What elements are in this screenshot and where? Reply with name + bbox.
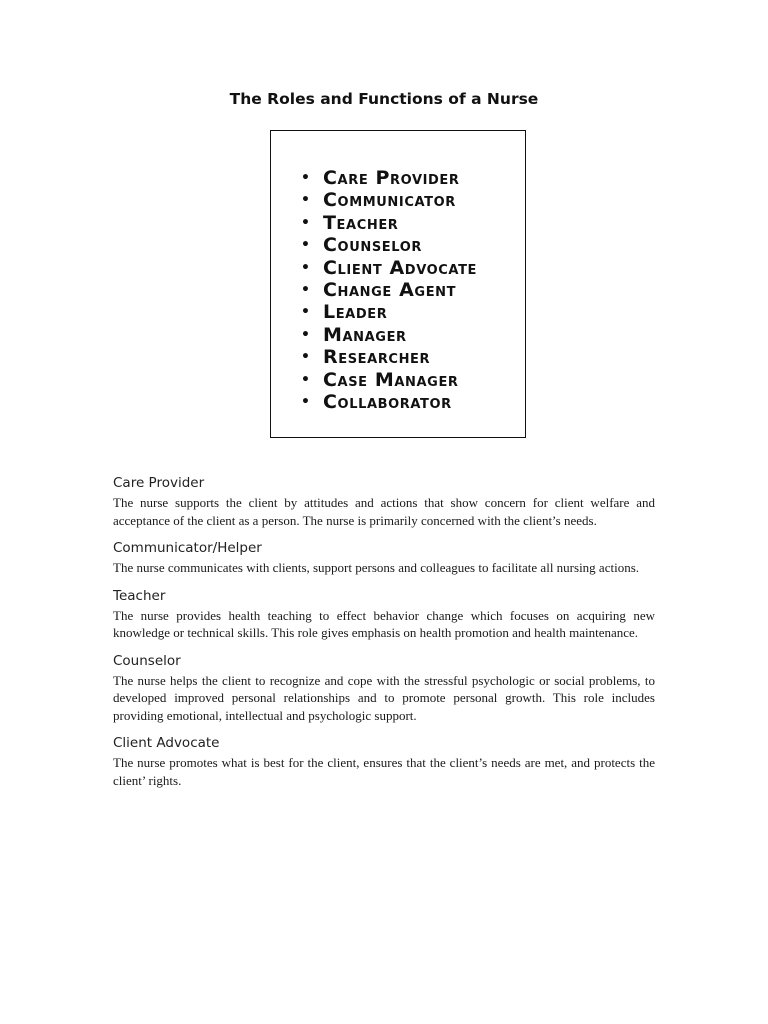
section-client-advocate bbox=[113, 734, 655, 789]
section-counselor bbox=[113, 652, 655, 725]
role-label: Case Manager bbox=[323, 368, 459, 391]
role-item-teacher bbox=[301, 212, 477, 234]
role-item-collaborator bbox=[301, 391, 477, 413]
bullet-icon: • bbox=[301, 371, 311, 388]
bullet-icon: • bbox=[301, 349, 311, 366]
section-body: The nurse supports the client by attitudes and actions that show concern for client welfare and acceptance of the client as a person. The nurse is primarily concerned with the client’s needs. bbox=[113, 495, 655, 528]
bullet-icon: • bbox=[301, 259, 311, 276]
role-item-counselor bbox=[301, 234, 477, 256]
bullet-icon: • bbox=[301, 326, 311, 343]
bullet-icon: • bbox=[301, 192, 311, 209]
role-item-researcher bbox=[301, 346, 477, 368]
bullet-icon: • bbox=[301, 237, 311, 254]
bullet-icon: • bbox=[301, 304, 311, 321]
section-heading: Counselor bbox=[113, 652, 181, 669]
bullet-icon: • bbox=[301, 281, 311, 298]
section-body: The nurse promotes what is best for the client, ensures that the client’s needs are met, and protects the client’ rights. bbox=[113, 755, 655, 788]
role-item-communicator bbox=[301, 189, 477, 211]
role-label: Client Advocate bbox=[323, 256, 478, 279]
roles-list bbox=[301, 167, 477, 413]
role-label: Counselor bbox=[323, 234, 422, 257]
role-item-care-provider bbox=[301, 167, 477, 189]
roles-summary-box bbox=[270, 130, 526, 438]
role-label: Collaborator bbox=[323, 390, 452, 413]
role-item-client-advocate bbox=[301, 257, 477, 279]
role-label: Leader bbox=[323, 301, 388, 324]
role-item-leader bbox=[301, 301, 477, 323]
section-body: The nurse provides health teaching to effect behavior change which focuses on acquiring new knowledge or technical skills. This role gives emphasis on health promotion and health maintenance. bbox=[113, 607, 655, 640]
section-heading: Client Advocate bbox=[113, 735, 220, 751]
section-communicator-helper bbox=[113, 539, 655, 577]
role-item-manager bbox=[301, 324, 477, 346]
role-item-case-manager bbox=[301, 369, 477, 391]
page-title: The Roles and Functions of a Nurse bbox=[229, 90, 539, 108]
role-label: Teacher bbox=[323, 211, 399, 234]
section-body: The nurse helps the client to recognize and cope with the stressful psychologic or social problems, to developed improved personal relationships and to promote personal growth. This role includes providing emotional, intellectual and psychologic support. bbox=[113, 672, 655, 723]
role-label: Change Agent bbox=[323, 278, 457, 301]
bullet-icon: • bbox=[301, 214, 311, 231]
section-care-provider bbox=[113, 474, 655, 529]
role-label: Communicator bbox=[323, 189, 456, 212]
role-label: Manager bbox=[323, 323, 407, 346]
bullet-icon: • bbox=[301, 393, 311, 410]
section-heading: Communicator/Helper bbox=[113, 540, 262, 556]
section-heading: Care Provider bbox=[113, 475, 205, 491]
section-heading: Teacher bbox=[113, 587, 166, 604]
role-item-change-agent bbox=[301, 279, 477, 301]
bullet-icon: • bbox=[301, 170, 311, 186]
section-teacher bbox=[113, 587, 655, 642]
role-descriptions bbox=[113, 474, 655, 799]
role-label: Care Provider bbox=[323, 167, 460, 189]
section-body: The nurse communicates with clients, support persons and colleagues to facilitate all nursing actions. bbox=[113, 560, 639, 575]
role-label: Researcher bbox=[323, 346, 431, 369]
